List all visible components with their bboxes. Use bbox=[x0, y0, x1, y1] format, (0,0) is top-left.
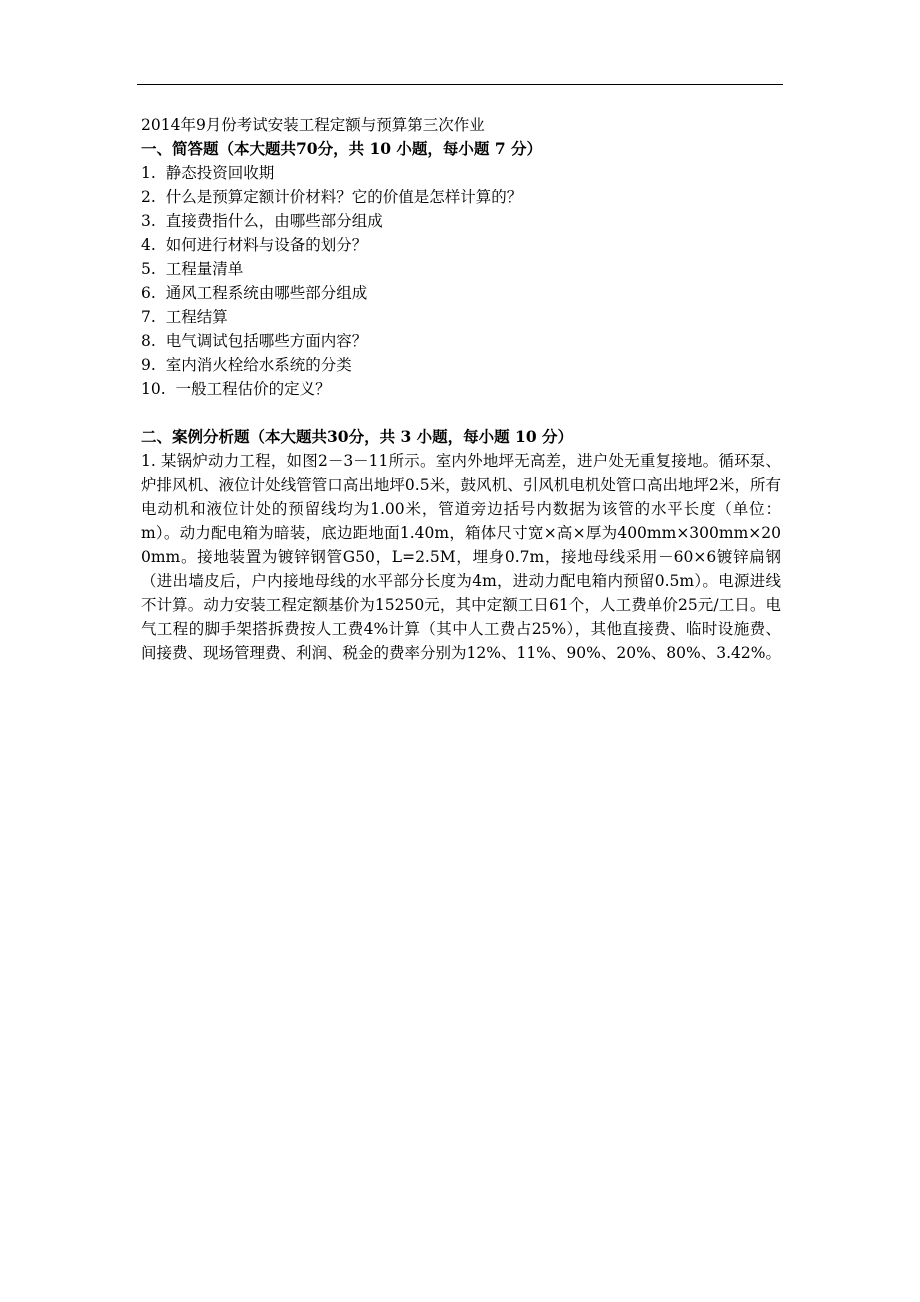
case-question-1: 1. 某锅炉动力工程，如图2－3－11所示。室内外地坪无高差，进户处无重复接地。循环泵、炉排风机、液位计处线管管口高出地坪0.5米，鼓风机、引风机电机处管口高出地坪2米，所有电动机和液位计处的预留线均为1.00米，管道旁边括号内数据为该管的水平长度（单位：m）。动力配电箱为暗装，底边距地面1.40m，箱体尺寸宽×高×厚为400mm×300mm×200mm。接地装置为镀锌钢管G50，L=2.5M，埋身0.7m，接地母线采用－60×6镀锌扁钢（进出墙皮后，户内接地母线的水平部分长度为4m，进动力配电箱内预留0.5m）。电源进线不计算。动力安装工程定额基价为15250元，其中定额工日61个，人工费单价25元/工日。电气工程的脚手架搭拆费按人工费4%计算（其中人工费占25%），其他直接费、临时设施费、间接费、现场管理费、利润、税金的费率分别为12%、11%、90%、20%、80%、3.42%。 bbox=[141, 452, 781, 662]
question-text: 通风工程系统由哪些部分组成 bbox=[165, 284, 368, 302]
question-list bbox=[141, 161, 781, 401]
list-item bbox=[141, 377, 781, 401]
question-number: 7. bbox=[141, 308, 156, 326]
list-item bbox=[141, 209, 781, 233]
section-spacer bbox=[141, 401, 781, 425]
question-text: 电气调试包括哪些方面内容？ bbox=[165, 332, 368, 350]
question-number: 1. bbox=[141, 164, 156, 182]
list-item bbox=[141, 161, 781, 185]
document-title: 2014年9月份考试安装工程定额与预算第三次作业 bbox=[141, 116, 485, 134]
question-number: 5. bbox=[141, 260, 156, 278]
section-1-heading: 一、简答题（本大题共70分，共 10 小题，每小题 7 分） bbox=[141, 139, 543, 158]
question-text: 一般工程估价的定义？ bbox=[175, 380, 331, 398]
question-text: 什么是预算定额计价材料？它的价值是怎样计算的？ bbox=[165, 188, 523, 206]
list-item bbox=[141, 329, 781, 353]
question-text: 工程量清单 bbox=[165, 260, 244, 278]
list-item bbox=[141, 353, 781, 377]
document-body bbox=[141, 113, 781, 665]
question-number: 4. bbox=[141, 236, 156, 254]
question-number: 10. bbox=[141, 380, 166, 398]
list-item bbox=[141, 233, 781, 257]
list-item bbox=[141, 185, 781, 209]
question-text: 工程结算 bbox=[165, 308, 228, 326]
list-item bbox=[141, 257, 781, 281]
question-number: 6. bbox=[141, 284, 156, 302]
question-number: 8. bbox=[141, 332, 156, 350]
question-number: 2. bbox=[141, 188, 156, 206]
section-2-heading: 二、案例分析题（本大题共30分，共 3 小题，每小题 10 分） bbox=[141, 427, 574, 446]
list-item bbox=[141, 305, 781, 329]
question-text: 如何进行材料与设备的划分？ bbox=[165, 236, 368, 254]
header-rule bbox=[137, 84, 783, 85]
question-text: 静态投资回收期 bbox=[165, 164, 275, 182]
list-item bbox=[141, 281, 781, 305]
question-number: 3. bbox=[141, 212, 156, 230]
question-text: 直接费指什么，由哪些部分组成 bbox=[165, 212, 383, 230]
question-number: 9. bbox=[141, 356, 156, 374]
question-text: 室内消火栓给水系统的分类 bbox=[165, 356, 352, 374]
